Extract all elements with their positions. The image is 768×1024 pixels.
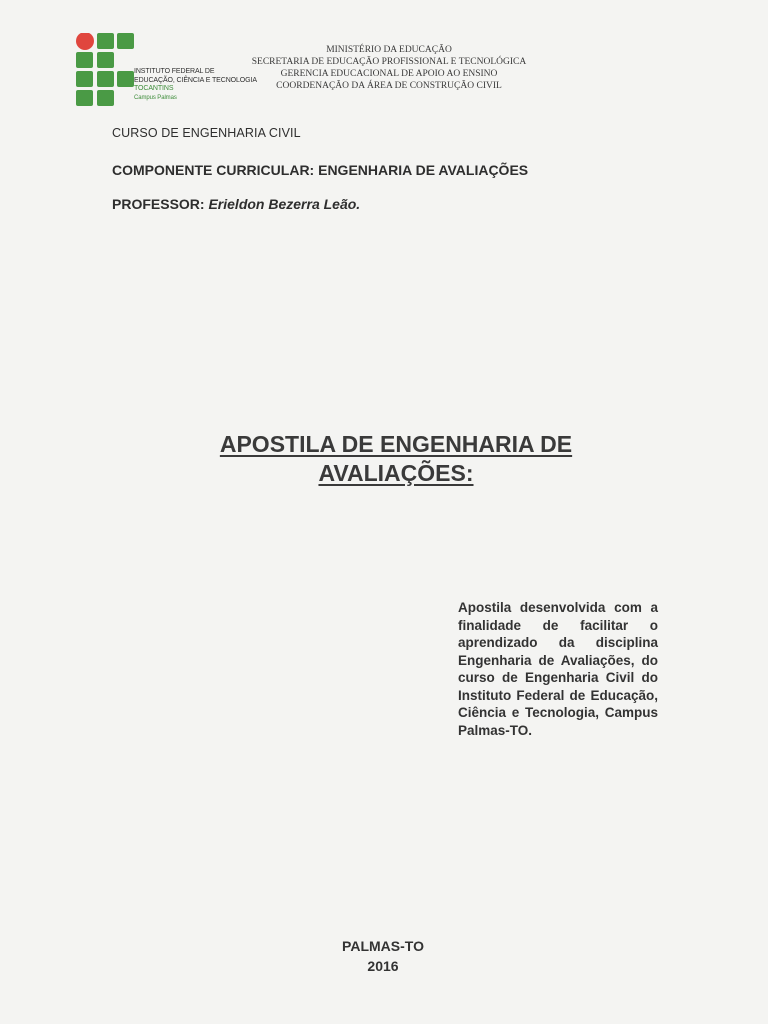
footer: [318, 936, 448, 976]
institution-logo: [76, 33, 138, 107]
description-paragraph: Apostila desenvolvida com a finalidade de facilitar o aprendizado da disciplina Engenharia de Avaliações, do curso de Engenharia Civil do Instituto Federal de Educação, Ciência e Tecnologia, Campus Palmas-TO.: [458, 600, 658, 738]
ministry-line: SECRETARIA DE EDUCAÇÃO PROFISSIONAL E TECNOLÓGICA: [251, 57, 527, 67]
institution-line: EDUCAÇÃO, CIÊNCIA E TECNOLOGIA: [134, 76, 257, 84]
course-name: CURSO DE ENGENHARIA CIVIL: [112, 126, 301, 140]
institution-line: Campus Palmas: [134, 94, 177, 101]
footer-year: 2016: [367, 958, 399, 974]
professor-name: Erieldon Bezerra Leão.: [208, 196, 361, 212]
professor-label: PROFESSOR:: [112, 196, 205, 212]
ministry-line: MINISTÉRIO DA EDUCAÇÃO: [326, 45, 452, 55]
ministry-line: GERENCIA EDUCACIONAL DE APOIO AO ENSINO: [280, 69, 498, 79]
title-line: APOSTILA DE ENGENHARIA DE: [219, 431, 573, 457]
institution-line: INSTITUTO FEDERAL DE: [134, 68, 215, 75]
logo-grid-icon: [76, 33, 138, 107]
ministry-header: [228, 44, 550, 92]
footer-city: PALMAS-TO: [342, 938, 424, 954]
title-line: AVALIAÇÕES:: [318, 460, 474, 486]
professor-line: [112, 196, 360, 212]
curricular-component: COMPONENTE CURRICULAR: ENGENHARIA DE AVALIAÇÕES: [112, 162, 529, 178]
document-title: [0, 430, 768, 488]
ministry-line: COORDENAÇÃO DA ÁREA DE CONSTRUÇÃO CIVIL: [276, 81, 502, 91]
institution-line: TOCANTINS: [134, 85, 174, 92]
